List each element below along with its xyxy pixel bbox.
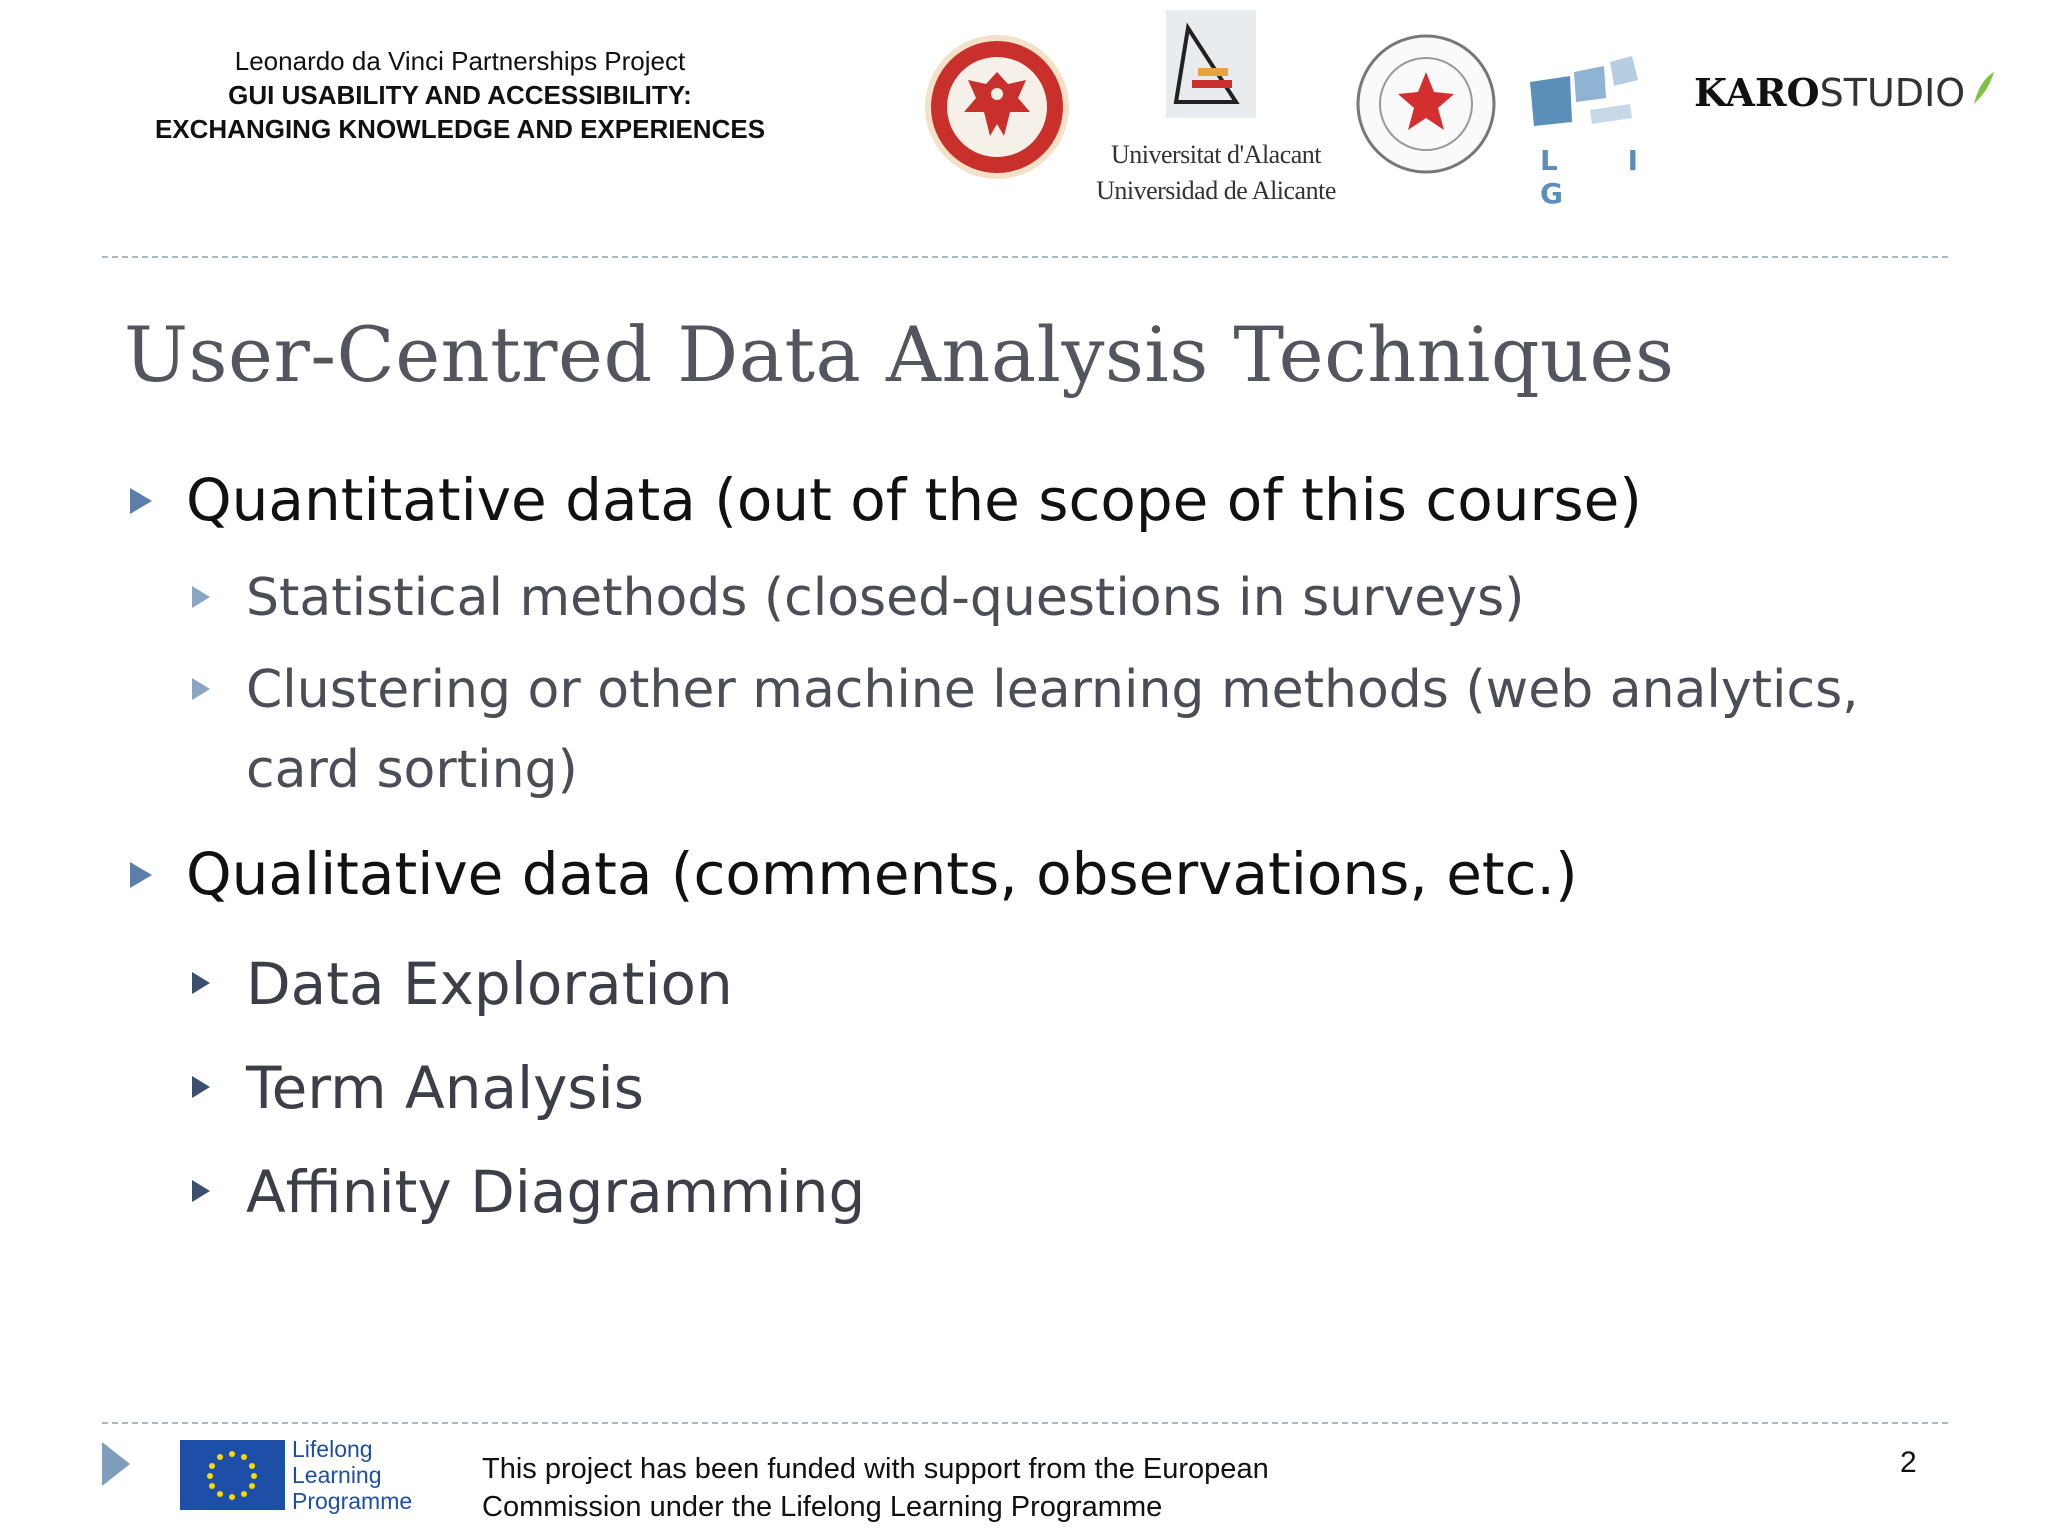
- karo-bold: KARO: [1694, 70, 1820, 115]
- llp-line-3: Programme: [292, 1488, 413, 1514]
- header-line-2: GUI USABILITY AND ACCESSIBILITY:: [228, 80, 692, 110]
- sub-bullet-arrow-icon: [192, 1180, 210, 1202]
- bullet-statistical-methods: Statistical methods (closed-questions in surveys): [246, 568, 1525, 628]
- footer-divider: [102, 1422, 1948, 1424]
- llp-line-2: Learning: [292, 1462, 382, 1488]
- sub-bullet-arrow-icon: [192, 972, 210, 994]
- sub-bullet-arrow-icon: [192, 1076, 210, 1098]
- karo-light: STUDIO: [1819, 71, 1966, 115]
- llp-line-1: Lifelong: [292, 1436, 373, 1462]
- bullet-clustering-line-1: Clustering or other machine learning methods (web analytics,: [246, 660, 1859, 720]
- bullet-quantitative: Quantitative data (out of the scope of this course): [186, 466, 1642, 534]
- alicante-name-1: Universitat d'Alacant: [1110, 140, 1322, 169]
- bullet-clustering-line-2: card sorting): [246, 740, 578, 800]
- footer-arrow-icon: [102, 1442, 130, 1486]
- funding-line-2: Commission under the Lifelong Learning Programme: [482, 1491, 1163, 1523]
- header-line-3: EXCHANGING KNOWLEDGE AND EXPERIENCES: [154, 114, 766, 144]
- bullet-data-exploration: Data Exploration: [246, 950, 733, 1018]
- llp-label: [292, 1436, 412, 1514]
- bullet-affinity-diagramming: Affinity Diagramming: [246, 1158, 866, 1226]
- page-number: 2: [1900, 1446, 1917, 1479]
- funding-notice: [482, 1450, 1269, 1526]
- bullet-qualitative: Qualitative data (comments, observations, etc.): [186, 840, 1578, 908]
- bullet-arrow-icon: [130, 862, 152, 888]
- header-line-1: Leonardo da Vinci Partnerships Project: [234, 46, 686, 76]
- lifelong-learning-logo: [180, 1436, 430, 1516]
- alicante-name-2: Universidad de Alicante: [1096, 176, 1336, 205]
- sub-bullet-arrow-icon: [192, 586, 210, 608]
- eu-flag-icon: [180, 1440, 285, 1510]
- funding-line-1: This project has been funded with support from the European: [482, 1453, 1269, 1485]
- eu-stars-icon: [180, 1440, 285, 1510]
- sub-bullet-arrow-icon: [192, 678, 210, 700]
- slide-title: User-Centred Data Analysis Techniques: [124, 310, 1675, 399]
- bullet-term-analysis: Term Analysis: [246, 1054, 644, 1122]
- lig-text: L I G: [1540, 144, 1669, 210]
- bullet-arrow-icon: [130, 488, 152, 514]
